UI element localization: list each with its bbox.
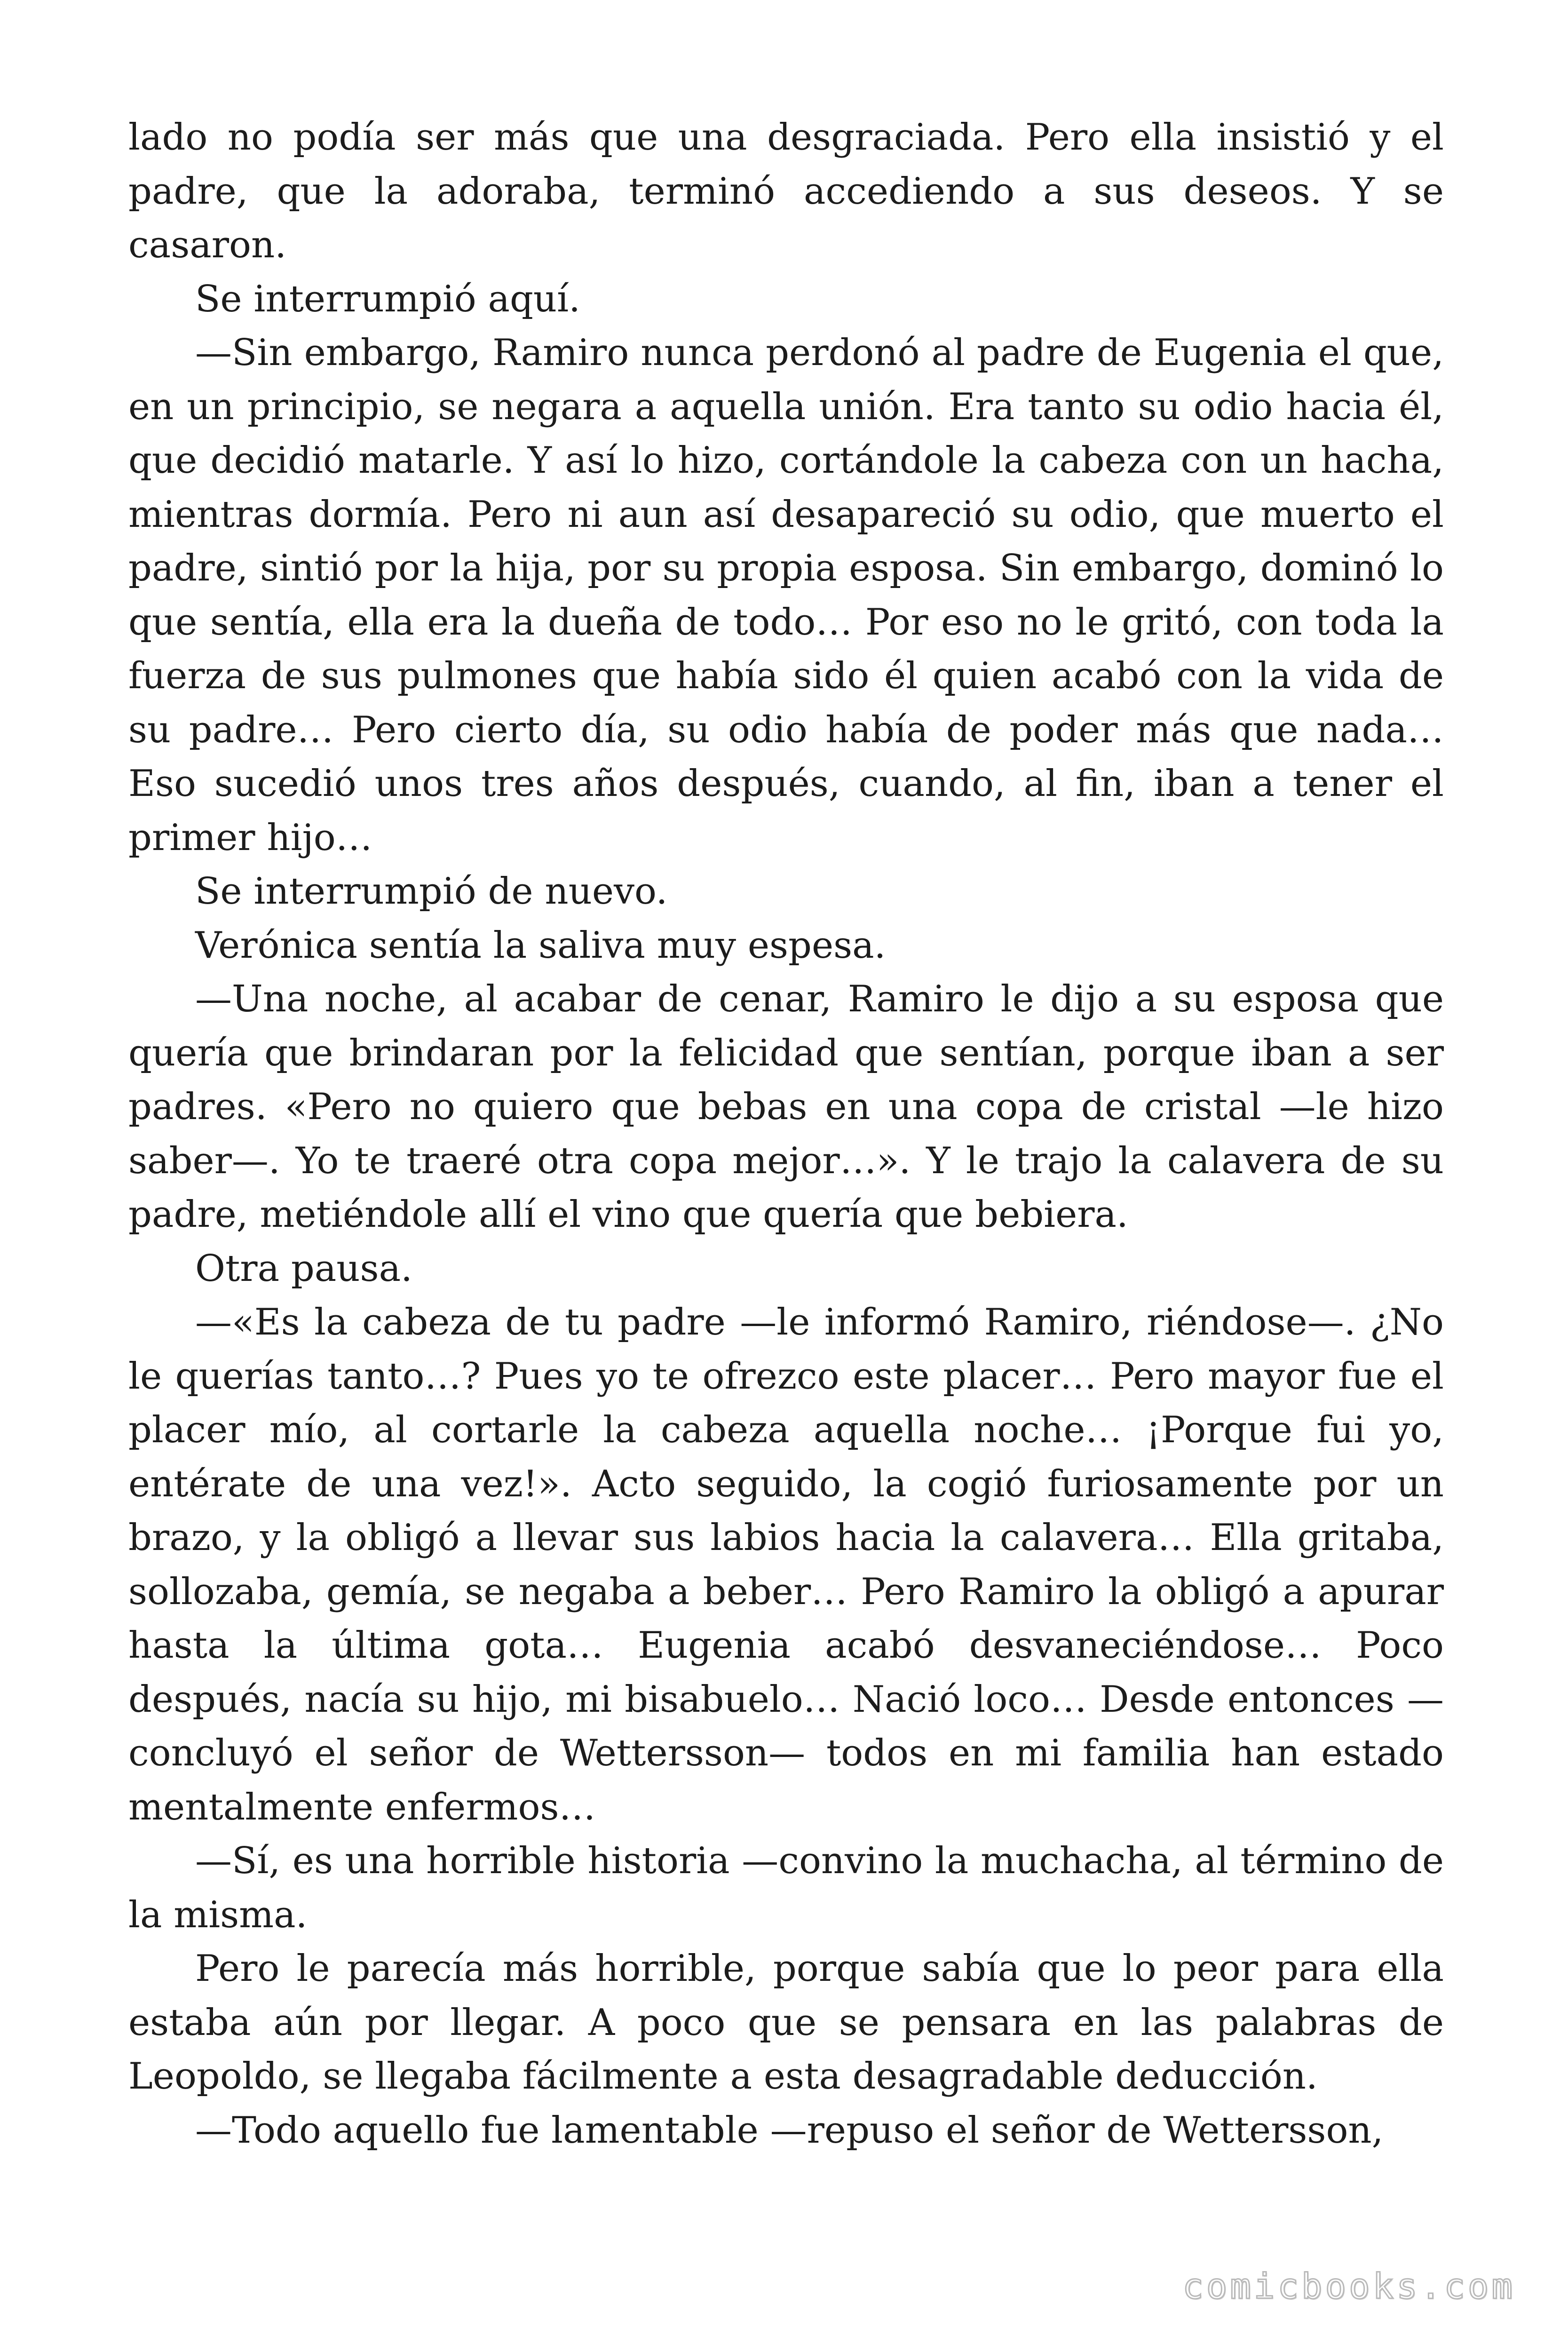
paragraph: —Una noche, al acabar de cenar, Ramiro le dijo a su esposa que quería que brindaran por la felicidad que sentían, porque iban a ser padres. «Pero no quiero que bebas en una copa de cristal —le hizo saber—. Yo te traeré otra copa mejor…». Y le trajo la calavera de su padre, metiéndole allí el vino que quería que bebiera. [128, 978, 1444, 1236]
watermark-text: comicbooks.com [1182, 2266, 1515, 2307]
paragraph: —Sí, es una horrible historia —convino la muchacha, al término de la misma. [128, 1840, 1444, 1936]
paragraph-continuation: lado no podía ser más que una desgraciada. Pero ella insistió y el padre, que la adoraba, terminó accediendo a sus deseos. Y se casaron. [128, 116, 1444, 266]
paragraph: —«Es la cabeza de tu padre —le informó Ramiro, riéndose—. ¿No le querías tanto…? Pues yo te ofrezco este placer… Pero mayor fue el placer mío, al cortarle la cabeza aquella noche… ¡Porque fui yo, entérate de una vez!». Acto seguido, la cogió furiosamente por un brazo, y la obligó a llevar sus labios hacia la calavera… Ella gritaba, sollozaba, gemía, se negaba a beber… Pero Ramiro la obligó a apurar hasta la última gota… Eugenia acabó desvaneciéndose… Poco después, nacía su hijo, mi bisabuelo… Nació loco… Desde entonces —concluyó el señor de Wettersson— todos en mi familia han estado mentalmente enfermos… [128, 1301, 1444, 1828]
paragraph-last: —Todo aquello fue lamentable —repuso el señor de Wettersson, [195, 2109, 1384, 2152]
paragraph: —Sin embargo, Ramiro nunca perdonó al padre de Eugenia el que, en un principio, se negara a aquella unión. Era tanto su odio hacia él, que decidió matarle. Y así lo hizo, cortándole la cabeza con un hacha, mientras dormía. Pero ni aun así desapareció su odio, que muerto el padre, sintió por la hija, por su propia esposa. Sin embargo, dominó lo que sentía, ella era la dueña de todo… Por eso no le gritó, con toda la fuerza de sus pulmones que había sido él quien acabó con la vida de su padre… Pero cierto día, su odio había de poder más que nada… Eso sucedió unos tres años después, cuando, al fin, iban a tener el primer hijo… [128, 332, 1444, 859]
paragraph: Se interrumpió aquí. [195, 278, 580, 320]
paragraph: Otra pausa. [195, 1247, 412, 1290]
page-body [128, 111, 1444, 2157]
paragraph: Verónica sentía la saliva muy espesa. [195, 924, 886, 967]
paragraph: Pero le parecía más horrible, porque sabía que lo peor para ella estaba aún por llegar. A poco que se pensara en las palabras de Leopoldo, se llegaba fácilmente a esta desagradable deducción. [128, 1947, 1444, 2098]
paragraph: Se interrumpió de nuevo. [195, 870, 668, 913]
